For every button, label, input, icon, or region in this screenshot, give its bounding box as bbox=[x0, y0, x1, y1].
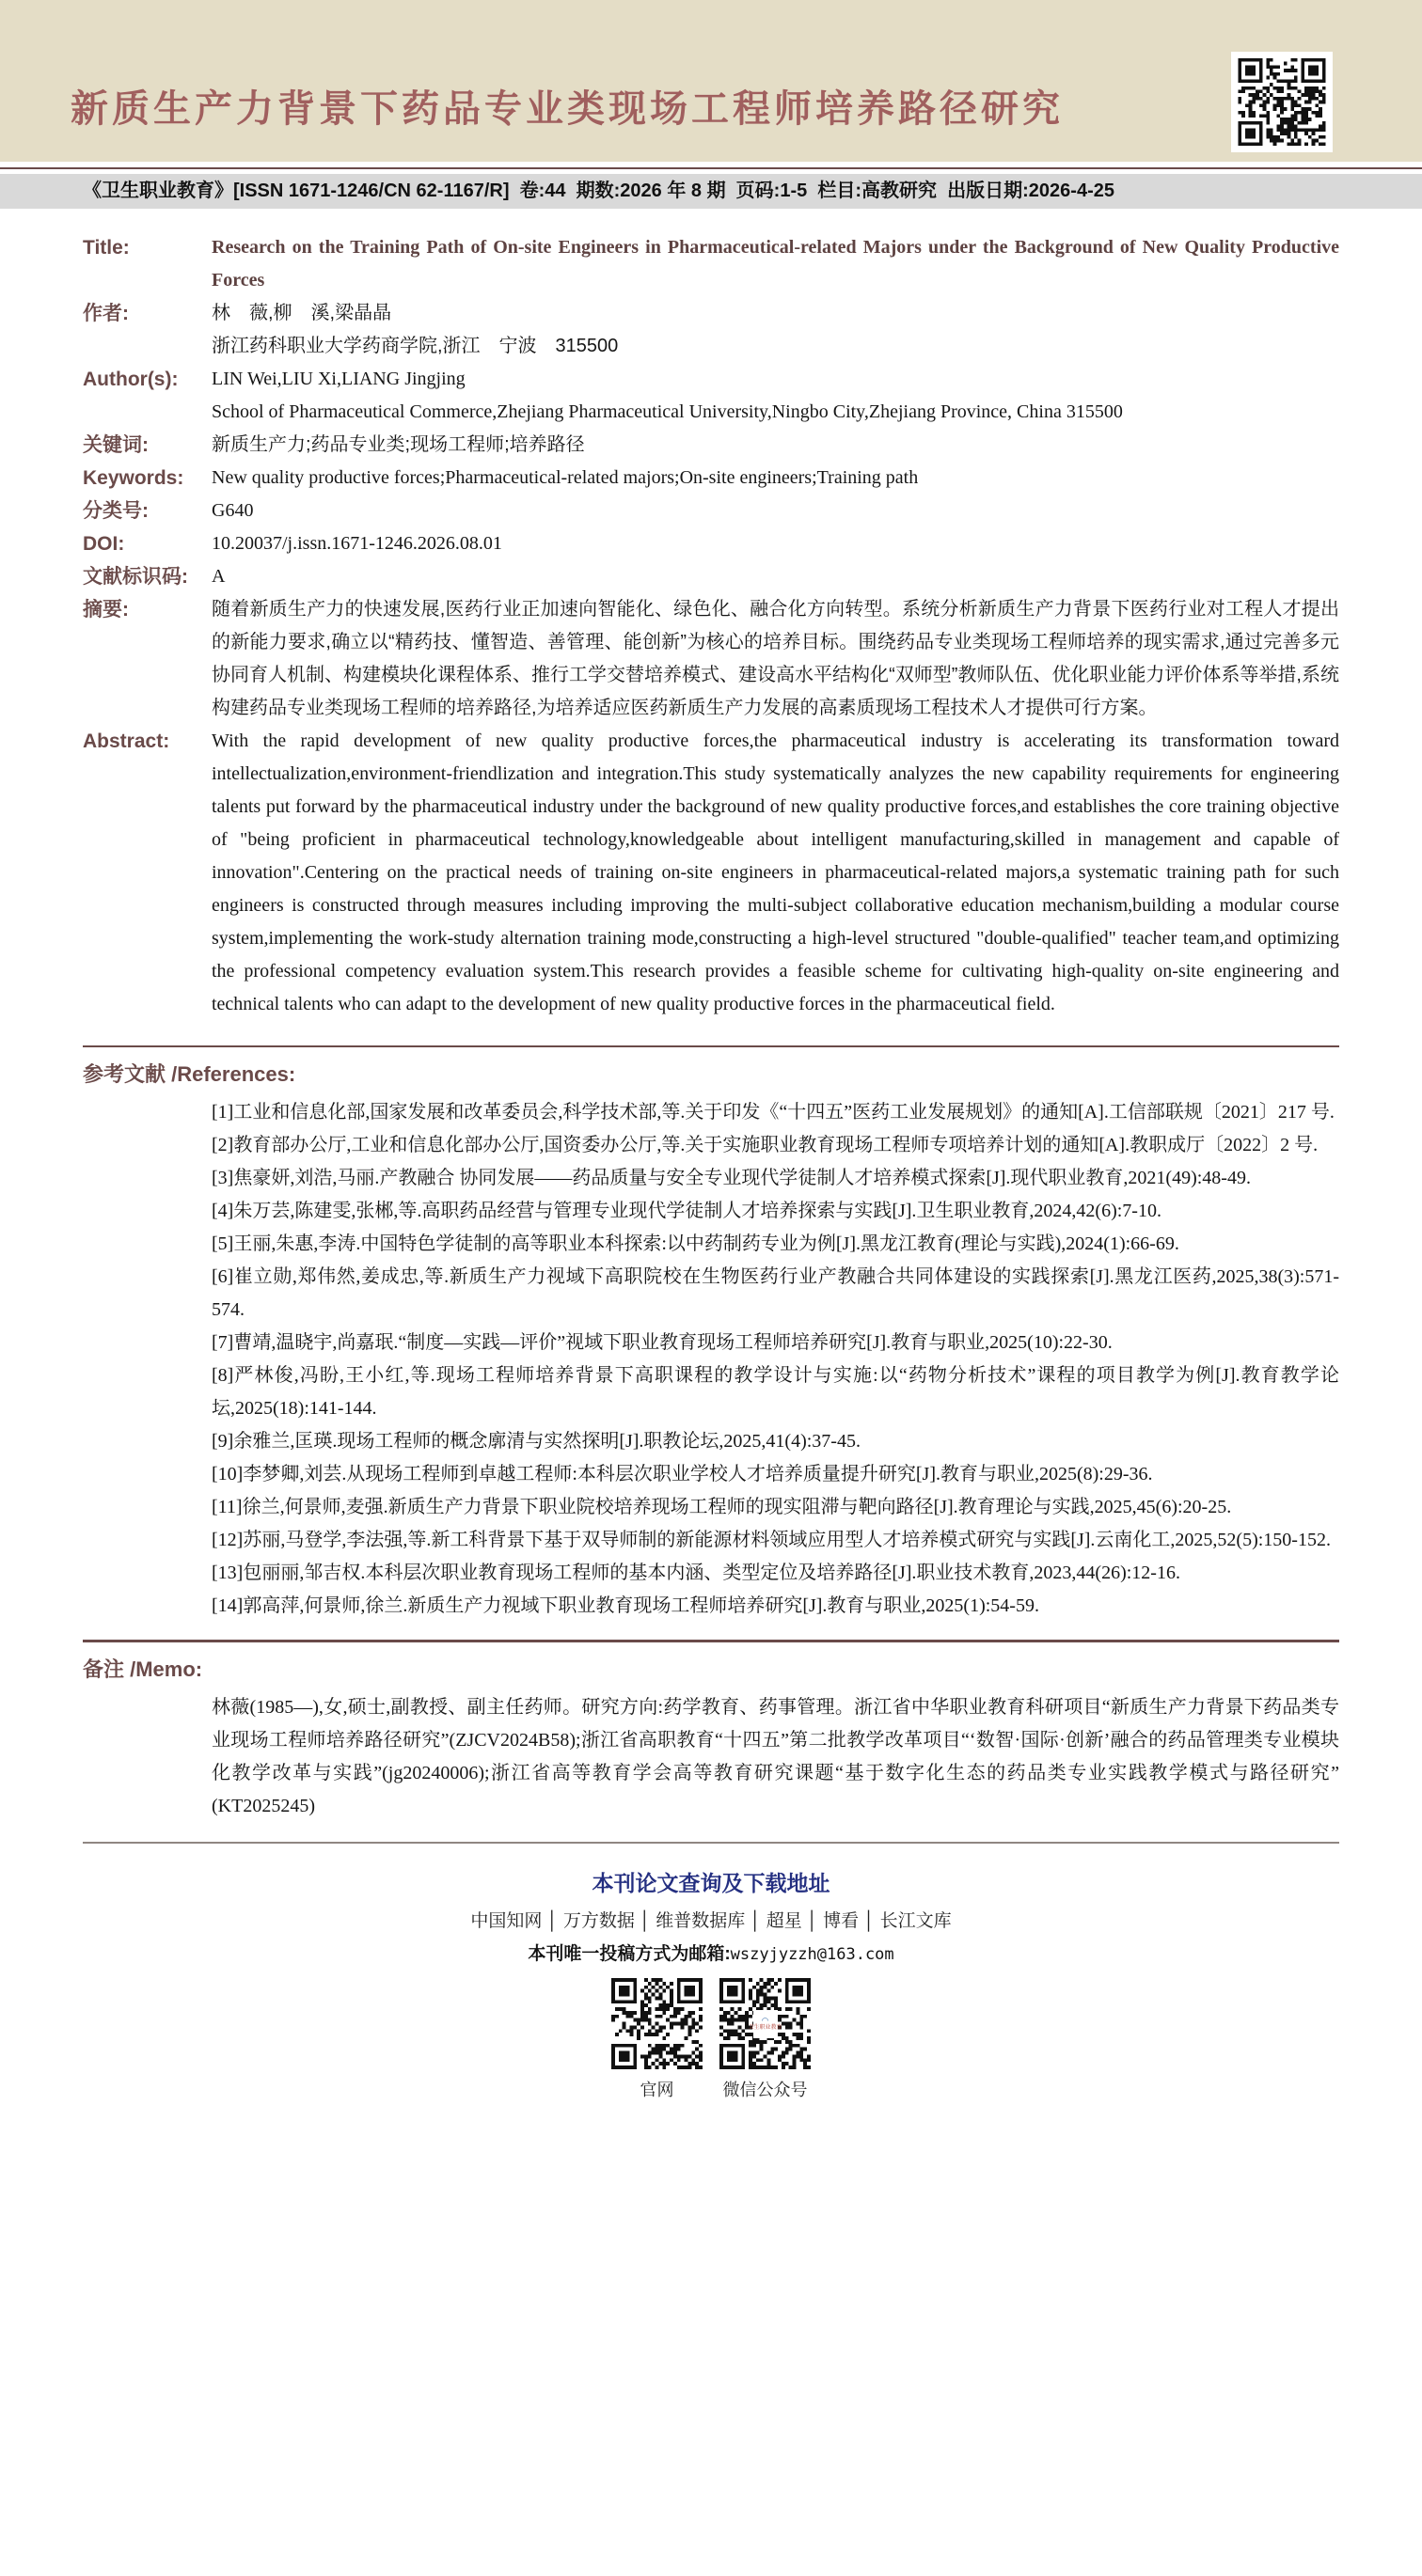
journal-logo-text: 卫生职业教育 bbox=[748, 2025, 782, 2031]
field-value: 新质生产力;药品专业类;现场工程师;培养路径 bbox=[212, 434, 585, 455]
field-value bbox=[212, 363, 1339, 429]
reference-item: [9]余雅兰,匡瑛.现场工程师的概念廓清与实然探明[J].职教论坛,2025,41(4):37-45. bbox=[212, 1431, 861, 1452]
field-clc-number bbox=[83, 495, 1339, 527]
journal-logo bbox=[748, 2010, 782, 2038]
references-list bbox=[212, 1096, 1339, 1623]
field-abstract-en bbox=[83, 725, 1339, 1021]
field-label: Abstract: bbox=[83, 730, 170, 752]
field-authors-cn bbox=[83, 297, 1339, 363]
website-qr-label: 官网 bbox=[640, 2081, 674, 2099]
wechat-qr-block bbox=[719, 1978, 813, 2101]
field-label: 文献标识码: bbox=[83, 566, 188, 588]
field-authors-en bbox=[83, 363, 1339, 429]
field-label: 分类号: bbox=[83, 500, 149, 522]
author-affiliation-cn: 浙江药科职业大学药商学院,浙江 宁波 315500 bbox=[212, 336, 619, 356]
field-value: A bbox=[212, 566, 226, 587]
submission-email: wszyjyzzh@163.com bbox=[730, 1945, 894, 1964]
memo-heading: 备注 /Memo: bbox=[83, 1657, 203, 1681]
header-divider bbox=[0, 167, 1422, 169]
website-qr-block bbox=[610, 1978, 704, 2101]
article-qr-code bbox=[1231, 52, 1333, 152]
field-value bbox=[212, 297, 1339, 363]
reference-item: [4]朱万芸,陈建雯,张郴,等.高职药品经营与管理专业现代学徒制人才培养探索与实践[J].卫生职业教育,2024,42(6):7-10. bbox=[212, 1201, 1161, 1221]
journal-footer bbox=[0, 1844, 1422, 2101]
field-keywords-cn bbox=[83, 429, 1339, 462]
author-affiliation-en: School of Pharmaceutical Commerce,Zhejiang Pharmaceutical University,Ningbo City,Zhejiang Province, China 315500 bbox=[212, 401, 1123, 422]
field-value: 10.20037/j.issn.1671-1246.2026.08.01 bbox=[212, 533, 502, 554]
field-doi bbox=[83, 527, 1339, 560]
field-title bbox=[83, 231, 1339, 297]
memo-divider bbox=[83, 1640, 1339, 1642]
author-names-cn: 林 薇,柳 溪,梁晶晶 bbox=[212, 303, 392, 323]
field-label: 摘要: bbox=[83, 599, 129, 620]
reference-item: [6]崔立勋,郑伟然,姜成忠,等.新质生产力视域下高职院校在生物医药行业产教融合共同体建设的实践探索[J].黑龙江医药,2025,38(3):571-574. bbox=[212, 1266, 1339, 1320]
field-document-code bbox=[83, 560, 1339, 593]
article-metadata bbox=[0, 209, 1422, 1844]
page-bottom-space bbox=[0, 2101, 1422, 2144]
field-value: New quality productive forces;Pharmaceutical-related majors;On-site engineers;Training path bbox=[212, 467, 919, 488]
field-label: DOI: bbox=[83, 533, 125, 555]
footer-databases: 中国知网 │ 万方数据 │ 维普数据库 │ 超星 │ 博看 │ 长江文库 bbox=[470, 1911, 952, 1931]
field-keywords-en bbox=[83, 462, 1339, 495]
reference-item: [13]包丽丽,邹吉权.本科层次职业教育现场工程师的基本内涵、类型定位及培养路径[J].职业技术教育,2023,44(26):12-16. bbox=[212, 1563, 1180, 1583]
wechat-qr-label: 微信公众号 bbox=[722, 2081, 808, 2099]
reference-item: [11]徐兰,何景师,麦强.新质生产力背景下职业院校培养现场工程师的现实阻滞与靶向路径[J].教育理论与实践,2025,45(6):20-25. bbox=[212, 1497, 1232, 1517]
field-label: Author(s): bbox=[83, 369, 179, 390]
field-value: With the rapid development of new quality productive forces,the pharmaceutical industry is accelerating its transformation toward intellectualization,environment-friendlization and integration.This study systematically analyzes the new capability requirements for engineering talents put forward by the pharmaceutical industry under the background of new quality productive forces,and establishes the core training objective of "being proficient in pharmaceutical technology,knowledgeable about intelligent manufacturing,skilled in management and capable of innovation".Centering on the practical needs of training on-site engineers in pharmaceutical-related majors,a systematic training path for such engineers is constructed through measures including improving the multi-subject collaborative education mechanism,building a modular course system,implementing the work-study alternation training mode,constructing a high-level structured "double-qualified" teacher team,and optimizing the professional competency evaluation system.This research provides a feasible scheme for cultivating high-quality on-site engineering and technical talents who can adapt to the development of new quality productive forces in the pharmaceutical field. bbox=[212, 730, 1339, 1014]
wechat-qr-code bbox=[719, 1978, 811, 2069]
memo-text: 林薇(1985—),女,硕士,副教授、副主任药师。研究方向:药学教育、药事管理。浙江省中华职业教育科研项目“新质生产力背景下药品类专业现场工程师培养路径研究”(ZJCV2024B58);浙江省高职教育“十四五”第二批教学改革项目“‘数智·国际·创新’融合的药品管理类专业模块化教学改革与实践”(jg20240006);浙江省高等教育学会高等教育研究课题“基于数字化生态的药品类专业实践教学模式与路径研究”(KT2025245) bbox=[212, 1697, 1339, 1816]
reference-item: [3]焦豪妍,刘浩,马丽.产教融合 协同发展——药品质量与安全专业现代学徒制人才培养模式探索[J].现代职业教育,2021(49):48-49. bbox=[212, 1168, 1251, 1188]
submission-label: 本刊唯一投稿方式为邮箱: bbox=[528, 1944, 731, 1964]
reference-item: [5]王丽,朱惠,李涛.中国特色学徒制的高等职业本科探索:以中药制药专业为例[J].黑龙江教育(理论与实践),2024(1):66-69. bbox=[212, 1233, 1179, 1254]
reference-item: [1]工业和信息化部,国家发展和改革委员会,科学技术部,等.关于印发《“十四五”医药工业发展规划》的通知[A].工信部联规〔2021〕217 号. bbox=[212, 1102, 1335, 1123]
reference-item: [7]曹靖,温晓宇,尚嘉珉.“制度—实践—评价”视域下职业教育现场工程师培养研究[J].教育与职业,2025(10):22-30. bbox=[212, 1332, 1113, 1353]
article-title-cn: 新质生产力背景下药品专业类现场工程师培养路径研究 bbox=[71, 88, 1064, 130]
reference-item: [10]李梦卿,刘芸.从现场工程师到卓越工程师:本科层次职业学校人才培养质量提升研究[J].教育与职业,2025(8):29-36. bbox=[212, 1464, 1153, 1484]
field-abstract-cn bbox=[83, 593, 1339, 725]
footer-qr-row bbox=[0, 1978, 1422, 2101]
references-heading: 参考文献 /References: bbox=[83, 1062, 296, 1086]
references-divider bbox=[83, 1045, 1339, 1047]
field-label: 作者: bbox=[83, 303, 129, 324]
reference-item: [12]苏丽,马登学,李法强,等.新工科背景下基于双导师制的新能源材料领域应用型人才培养模式研究与实践[J].云南化工,2025,52(5):150-152. bbox=[212, 1530, 1331, 1550]
field-label: Keywords: bbox=[83, 467, 184, 489]
journal-info-bar: 《卫生职业教育》[ISSN 1671-1246/CN 62-1167/R] 卷:44 期数:2026 年 8 期 页码:1-5 栏目:高教研究 出版日期:2026-4-25 bbox=[0, 174, 1422, 209]
field-label: 关键词: bbox=[83, 434, 149, 456]
field-value: Research on the Training Path of On-site Engineers in Pharmaceutical-related Majors under the Background of New Quality Productive Forces bbox=[212, 237, 1339, 291]
page-header bbox=[0, 0, 1422, 162]
author-names-en: LIN Wei,LIU Xi,LIANG Jingjing bbox=[212, 369, 466, 389]
reference-item: [8]严林俊,冯盼,王小红,等.现场工程师培养背景下高职课程的教学设计与实施:以“药物分析技术”课程的项目教学为例[J].教育教学论坛,2025(18):141-144. bbox=[212, 1365, 1339, 1419]
field-label: Title: bbox=[83, 237, 130, 259]
reference-item: [2]教育部办公厅,工业和信息化部办公厅,国资委办公厅,等.关于实施职业教育现场工程师专项培养计划的通知[A].教职成厅〔2022〕2 号. bbox=[212, 1135, 1319, 1155]
footer-submission bbox=[0, 1940, 1422, 1965]
footer-title: 本刊论文查询及下载地址 bbox=[592, 1871, 830, 1895]
open-book-icon: ◠ bbox=[761, 2016, 769, 2025]
field-value: 随着新质生产力的快速发展,医药行业正加速向智能化、绿色化、融合化方向转型。系统分析新质生产力背景下医药行业对工程人才提出的新能力要求,确立以“精药技、懂智造、善管理、能创新”为核心的培养目标。围绕药品专业类现场工程师培养的现实需求,通过完善多元协同育人机制、构建模块化课程体系、推行工学交替培养模式、建设高水平结构化“双师型”教师队伍、优化职业能力评价体系等举措,系统构建药品专业类现场工程师的培养路径,为培养适应医药新质生产力发展的高素质现场工程技术人才提供可行方案。 bbox=[212, 599, 1339, 718]
website-qr-code bbox=[611, 1978, 703, 2069]
field-value: G640 bbox=[212, 500, 254, 521]
reference-item: [14]郭高萍,何景师,徐兰.新质生产力视域下职业教育现场工程师培养研究[J].教育与职业,2025(1):54-59. bbox=[212, 1595, 1039, 1616]
